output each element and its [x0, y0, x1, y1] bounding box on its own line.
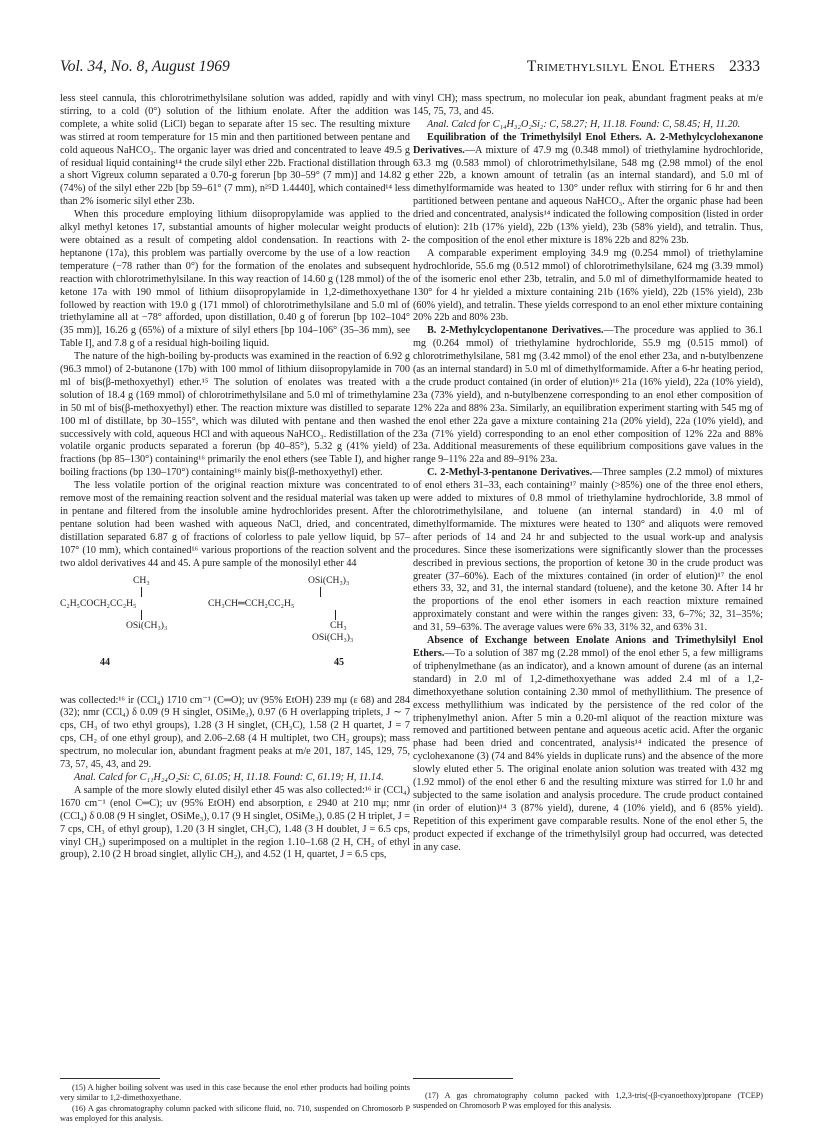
section-paragraph [413, 635, 763, 854]
paragraph: The nature of the high-boiling by-products was examined in the reaction of 6.92 g (96.3 mmol) of 2-butanone (17b) with 100 mmol of lithium diisopropylamide in 700 ml of bis(β-methoxyethyl) ether.¹⁵ The solution of enolates was treated with a solution of 18.4 g (169 mmol) of chlorotrimethylsilane and 5.0 ml of trimethylamine in 50 ml of bis(β-methoxyethyl) ether. The reaction mixture was distilled to separate 100 ml of distillate, bp 30–155°, which was diluted with pentane and then washed successively with cold, aqueous HCl and with aqueous NaHCO₃. Redistillation of the volatile organic products separated a forerun (bp 40–85°), 5.32 g (41% yield) of fractions (bp 85–130°) containing¹⁶ primarily the enol ethers (see Table I), and higher boiling fractions (bp 130–170°) containing¹⁶ mainly bis(β-methoxyethyl) ether. [60, 351, 410, 479]
bond-line [141, 587, 142, 597]
bond-line [335, 610, 336, 620]
paragraph: A sample of the more slowly eluted disilyl ether 45 was also collected:¹⁶ ir (CCl₄) 1670 cm⁻¹ (enol C═C); uv (95% EtOH) end absorption, ε 2940 at 210 mμ; nmr (CCl₄) δ 0.08 (9 H singlet, OSiMe₃), 0.17 (9 H singlet, OSiMe₃), 0.85 (2 H triplet, J = 7 cps, CH₃ of ethyl group), 1.20 (3 H singlet, CH₃C), 1.48 (3 H doublet, J = 6.5 cps, vinyl CH₃) superimposed on a multiplet in the region 1.10–1.68 (2 H, CH₂ of ethyl group), 2.10 (2 H broad singlet, allylic CH₂), and 4.52 (1 H, quartet, J = 6.5 cps, [60, 784, 410, 861]
paragraph: vinyl CH); mass spectrum, no molecular ion peak, abundant fragment peaks at m/e 145, 75, 73, and 45. [413, 93, 763, 117]
paragraph-text: —A mixture of 47.9 mg (0.348 mmol) of triethylamine hydrochloride, 63.3 mg (0.583 mmol) of chlorotrimethylsilane, 548 mg (2.98 mmol) of the enol ether 22b, a known amount of tetralin (as an internal standard), and 5.0 ml of dimethylformamide was heated to 130° under reflux with stirring for 6 hr and then partitioned between pentane and aqueous NaHCO₃. After the organic phase had been dried and concentrated, analysis¹⁴ indicated the following composition (listed in order of elution): 21b (17% yield), 22b (13% yield), 23b (58% yield), and tetralin. Thus, the composition of the enol ether mixture is 18% 22b and 82% 23b. [413, 144, 763, 246]
footnotes-left [60, 1083, 410, 1125]
footnote-16: (16) A gas chromatography column packed with silicone fluid, no. 710, suspended on Chromosorb P was employed for this analysis. [60, 1103, 410, 1124]
subsection-heading: C. 2-Methyl-3-pentanone Derivatives. [427, 467, 593, 479]
footnote-rule [60, 1078, 160, 1079]
footnote-rule [413, 1078, 513, 1079]
page-number: 2333 [729, 58, 760, 75]
paragraph: The less volatile portion of the original reaction mixture was concentrated to remove most of the remaining reaction solvent and the residual material was taken up in pentane and filtered from the insoluble amine hydrochlorides present. After the pentane solution had been washed with aqueous NaCl, dried, and concentrated, distillation separated 6.87 g of fractions of colorless to pale yellow liquid, bp 57–107° (10 mm), which contained¹⁶ various proportions of the reaction solvent and the two aldol derivatives 44 and 45. A pure sample of the monosilyl ether 44 [60, 480, 410, 569]
paragraph: When this procedure employing lithium diisopropylamide was applied to the alkyl methyl ketones 17, substantial amounts of higher molecular weight products were obtained as a result of competing aldol condensation. In reactions with 2-heptanone (17a), this problem was partially overcome by the use of a low reaction temperature (−78 rather than 0°) for the formation of the enolates and subsequent reaction with chlorotrimethylsilane. In this way reaction of 14.60 g (128 mmol) of the ketone 17a with 190 mmol of lithium diisopropylamide in 1,2-dimethoxyethane followed by reaction with 19.0 g (171 mmol) of chlorotrimethylsilane and 5.0 ml of triethylamine all at −78° afforded, upon distillation, 0.40 g of forerun [bp 102–104° (35 mm)], 16.26 g (65%) of a mixture of silyl ethers [bp 104–106° (35–36 mm), see Table I], and 7.8 g of a residual high-boiling liquid. [60, 209, 410, 350]
section-heading: Absence of Exchange between Enolate Anions and Trimethylsilyl Enol Ethers. [413, 635, 763, 659]
section-heading: Equilibration of the Trimethylsilyl Enol Ethers. [427, 131, 642, 143]
paragraph: A comparable experiment employing 34.9 mg (0.254 mmol) of triethylamine hydrochloride, 55.6 mg (0.512 mmol) of chlorotrimethylsilane, 624 mg (3.39 mmol) of the isomeric enol ether 23b, tetralin, and 5.0 ml of dimethylformamide heated to 130° for 4 hr yielded a mixture containing 21b (16% yield), 22b (15% yield), 23b (60% yield), and tetralin. These yields correspond to an enol ether mixture containing 20% 22b and 80% 23b. [413, 247, 763, 324]
section-paragraph [413, 467, 763, 635]
header-right [527, 58, 760, 76]
compound-number: 44 [100, 656, 110, 668]
subsection-heading: A. 2-Methylcyclohexanone Derivatives. [413, 131, 763, 156]
struct-44-main: C₂H₅COCH₂CC₂H₅ [60, 597, 137, 609]
left-column [60, 93, 410, 862]
struct-45-top: OSi(CH₃)₃ [308, 574, 350, 586]
section-paragraph [413, 132, 763, 248]
footnote-15: (15) A higher boiling solvent was used in this case because the enol ether products had boiling points very similar to 1,2-dimethoxyethane. [60, 1083, 410, 1103]
right-column [413, 93, 763, 854]
struct-45-bottom1: CH₃ [330, 619, 347, 631]
bond-line [141, 610, 142, 620]
paragraph: was collected:¹⁶ ir (CCl₄) 1710 cm⁻¹ (C═O); uv (95% EtOH) 239 mμ (ε 68) and 284 (32); nmr (CCl₄) δ 0.09 (9 H singlet, OSiMe₃), 0.97 (6 H overlapping triplets, J ∼ 7 cps, CH₃ of two ethyl groups), 1.28 (3 H singlet, (CH₃C), 1.58 (2 H quartet, J = 7 cps, CH₂ of one ethyl group), and 2.06–2.68 (4 H multiplet, two CH₂ groups); mass spectrum, no molecular ion, abundant fragment peaks at m/e 201, 187, 145, 129, 75, 73, 57, 45, 43, and 29. [60, 694, 410, 771]
bond-line [320, 587, 321, 597]
subsection-heading: B. 2-Methylcyclopentanone Derivatives. [427, 325, 604, 337]
analysis-line: Anal. Calcd for C₁₁H₂₄O₂Si: C, 61.05; H, 11.18. Found: C, 61.19; H, 11.14. [74, 771, 384, 783]
chemical-structures [60, 575, 410, 693]
paragraph-text: —To a solution of 387 mg (2.28 mmol) of the enol ether 5, a few milligrams of triphenylmethane (as an indicator), and a known amount of durene (as an internal standard) in 2.0 ml of 1,2-dimethoxyethane was added 2.4 ml of a 1,2-dimethoxyethane solution containing 2.30 mmol of methyllithium. The presence of excess methyllithium was indicated by the persistence of the red color of the triphenylmethyl anion. After 5 min a 0.20-ml aliquot of the reaction mixture was removed and partitioned between pentane and aqueous acetic acid. After the organic phase had been dried and concentrated, analysis¹⁴ indicated the presence of cyclohexanone (3) (74 and 84% yields in duplicate runs) and the absence of the more slowly eluted ether 5. The original enolate anion solution was treated with 432 mg (1.92 mmol) of the enol ether 6 and the resulting mixture was stirred for 1.0 hr and subjected to the same isolation and analysis procedure. The crude product contained (in order of elution)¹⁴ 3 (87% yield), durene, 4 (10% yield), and 6 (85% yield). Repetition of this experiment gave comparable results. None of the enol ether 5, the product expected if exchange of the trimethylsilyl group had occurred, was detected in any case. [413, 647, 763, 853]
running-header [60, 58, 760, 80]
struct-45-bottom2: OSi(CH₃)₃ [312, 631, 354, 643]
paragraph-text: —The procedure was applied to 36.1 mg (0.264 mmol) of triethylamine hydrochloride, 55.9 mg (0.515 mmol) of chlorotrimethylsilane, 581 mg (3.42 mmol) of the enol ether 23a, and n-butylbenzene (as an internal standard) in 5.0 ml of dimethylformamide. After a 6-hr heating period, the crude product contained (in order of elution)¹⁶ 21a (16% yield), 22a (10% yield), 23a (73% yield), and n-butylbenzene corresponding to an enol ether composition of 12% 22a and 88% 23a. Similarly, an equilibration experiment starting with 545 mg of the enol ether 22a gave a mixture containing 21a (20% yield), 22a (10% yield), and 23a (71% yield) corresponding to an enol ether composition of 12% 22a and 88% 23a. Additional measurements of these equilibrium compositions gave values in the range 9–11% 22a and 89–91% 23a. [413, 325, 763, 466]
struct-45-main: CH₃CH═CCH₂CC₂H₅ [208, 597, 295, 609]
journal-volume: Vol. 34, No. 8, August 1969 [60, 58, 230, 75]
paragraph-text: —Three samples (2.2 mmol) of mixtures of enol ethers 31–33, each containing¹⁷ mainly (>85%) one of the three enol ethers, were added to mixtures of 0.8 mmol of triethylamine hydrochloride, 3.8 mmol of chlorotrimethylsilane, and toluene (an internal standard) in 4.0 ml of dimethylformamide. The mixtures were heated to 130° and aliquots were removed after periods of 14 and 24 hr and subjected to the usual work-up and analysis procedures. Since these isomerizations were significantly slower than the processes described in previous sections, the proportion of ketone 30 in the crude product was greater (37–60%). Each of the mixtures contained (in order of elution)¹⁷ the enol ethers 33, 32, and 31, the internal standard (toluene), and the ketone 30. After 14 hr the proportions of the enol ether isomers in each reaction mixture remained approximately constant and were within the ranges given: 33, 6–7%; 32, 31–35%; and 31, 59–63%. The average values were 6% 33, 31% 32, and 63% 31. [413, 467, 763, 634]
compound-number: 45 [334, 656, 344, 668]
analysis-line: Anal. Calcd for C₁₄H₃₂O₂Si₂: C, 58.27; H, 11.18. Found: C, 58.45; H, 11.20. [427, 118, 741, 130]
footnote-17: (17) A gas chromatography column packed with 1,2,3-tris(-(β-cyanoethoxy)propane (TCEP) suspended on Chromosorb P was employed for this analysis. [413, 1091, 763, 1111]
struct-44-top: CH₃ [133, 574, 150, 586]
footnotes-right [413, 1091, 763, 1112]
struct-44-bottom: OSi(CH₃)₃ [126, 619, 168, 631]
section-paragraph [413, 325, 763, 467]
paragraph: less steel cannula, this chlorotrimethylsilane solution was added, rapidly and with stirring, to a cold (0°) solution of the lithium enolate. After the addition was complete, a white solid (LiCl) began to separate after 15 sec. The resulting mixture was stirred at room temperature for 15 min and then partitioned between pentane and cold aqueous NaHCO₃. The organic layer was dried and concentrated to leave 49.5 g of residual liquid containing¹⁴ the crude silyl ether 22b. Fractional distillation through a short Vigreux column separated a 0.70-g forerun [bp 30–59° (7 mm)] and 14.82 g (74%) of the silyl ether 22b [bp 59–61° (7 mm), n²⁵D 1.4440], which contained¹⁴ less than 2% isomeric silyl ether 23b. [60, 93, 410, 208]
running-title: Trimethylsilyl Enol Ethers [526, 58, 716, 75]
